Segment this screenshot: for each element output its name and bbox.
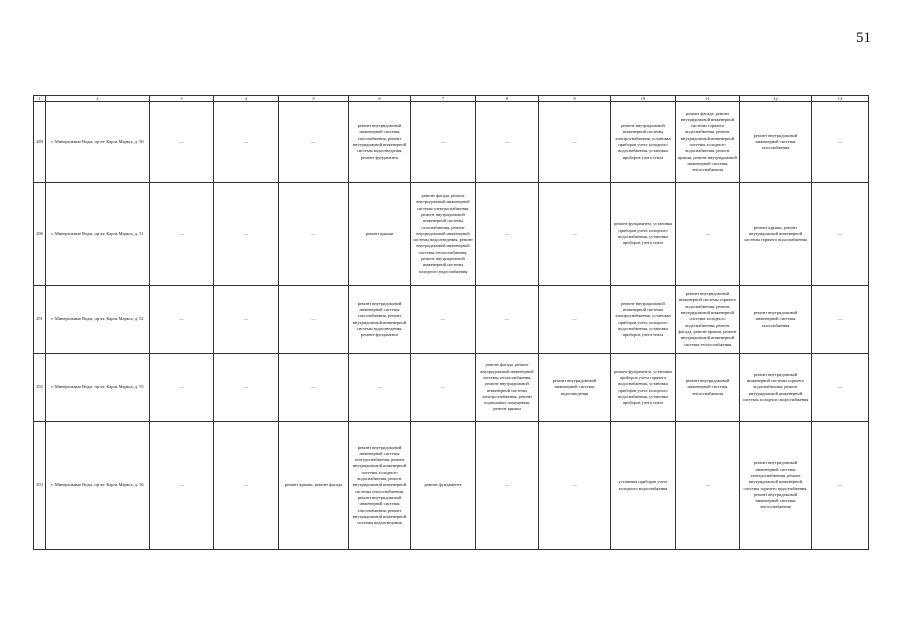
column-header: 3 (150, 96, 214, 102)
row-number: 292 (34, 354, 46, 422)
works-cell: — (676, 422, 740, 550)
repair-schedule-table (33, 95, 869, 550)
column-header: 12 (740, 96, 812, 102)
column-header: 1 (34, 96, 46, 102)
works-cell: ремонт внутридомовой инженерной системы горячего водоснабжения, ремонт внутридомовой инженерной системы холодного водоснабжения (740, 354, 812, 422)
works-cell: ремонт внутридомовой инженерной системы электроснабжения, ремонт внутридомовой инженерной системы холодного водоснабжения, ремонт внутридомовой инженерной системы теплоснабжения, ремонт внутридомовой инженерной системы газоснабжения, ремонт внутридомовой инженерной системы водоотведения (349, 422, 411, 550)
works-cell: ремонт внутридомовой инженерной системы газоснабжения, ремонт внутридомовой инженерной системы водоотведения, ремонт фундамента (349, 102, 411, 183)
address-cell: г. Минеральные Воды, пр-кт. Карла Маркса, д. 51 (46, 183, 150, 286)
column-header: 13 (812, 96, 869, 102)
works-cell: ремонт внутридомовой инженерной системы теплоснабжения (676, 354, 740, 422)
works-cell: ремонт внутридомовой инженерной системы горячего водоснабжения, ремонт внутридомовой инженерной системы холодного водоснабжения, ремонт фасада, ремонт крыши, ремонт внутридомовой инженерной системы теплоснабжения (676, 286, 740, 354)
works-cell: ремонт фундамента, установка приборов учета горячего водоснабжения, установка приборов учета холодного водоснабжения, установка приборов учета тепла (611, 354, 676, 422)
row-number: 291 (34, 286, 46, 354)
works-cell: ремонт внутридомовой инженерной системы водоотведения (539, 354, 611, 422)
works-cell: ремонт фасада, ремонт внутридомовой инженерной системы теплоснабжения, ремонт внутридомовой инженерной системы электроснабжения, ремонт подвальных помещения, ремонт крыши (476, 354, 539, 422)
works-cell: — (214, 422, 279, 550)
works-cell: — (214, 354, 279, 422)
row-number: 289 (34, 102, 46, 183)
works-cell: установка приборов учета холодного водоснабжения (611, 422, 676, 550)
works-cell: ремонт фасада, ремонт внутридомовой инженерной системы горячего водоснабжения, ремонт внутридомовой инженерной системы холодного водоснабжения, ремонт крыши, ремонт внутридомовой инженерной системы теплоснабжения (676, 102, 740, 183)
address-cell: г. Минеральные Воды, пр-кт. Карла Маркса, д. 50 (46, 102, 150, 183)
works-cell: ремонт внутридомовой инженерной системы газоснабжения (740, 286, 812, 354)
works-cell: — (476, 183, 539, 286)
works-cell: ремонт фундамента (411, 422, 476, 550)
works-cell: — (812, 354, 869, 422)
works-cell: — (411, 354, 476, 422)
works-cell: ремонт внутридомовой инженерной системы электроснабжения, установка приборов учета холодного водоснабжения, установка приборов учета тепла (611, 286, 676, 354)
address-cell: г. Минеральные Воды, пр-кт. Карла Маркса, д. 56 (46, 422, 150, 550)
works-cell: — (812, 286, 869, 354)
works-cell: — (411, 286, 476, 354)
works-cell: — (539, 286, 611, 354)
column-header: 10 (611, 96, 676, 102)
works-cell: — (214, 286, 279, 354)
works-cell: ремонт крыши, ремонт фасада (279, 422, 349, 550)
column-header: 9 (539, 96, 611, 102)
works-cell: — (812, 422, 869, 550)
column-header: 7 (411, 96, 476, 102)
works-cell: — (476, 422, 539, 550)
works-cell: ремонт внутридомовой инженерной системы электроснабжения, установка приборов учета холодного водоснабжения, установка приборов учета тепла (611, 102, 676, 183)
page-number: 51 (856, 30, 871, 46)
works-cell: — (539, 422, 611, 550)
table-row (34, 286, 869, 354)
works-cell: ремонт крыши (349, 183, 411, 286)
works-cell: — (539, 102, 611, 183)
works-cell: ремонт внутридомовой инженерной системы газоснабжения (740, 102, 812, 183)
table-row (34, 354, 869, 422)
column-header: 5 (279, 96, 349, 102)
works-cell: — (150, 183, 214, 286)
table-row (34, 183, 869, 286)
works-cell: ремонт внутридомовой инженерной системы газоснабжения, ремонт внутридомовой инженерной системы водоотведения, ремонт фундамента (349, 286, 411, 354)
works-cell: — (150, 102, 214, 183)
works-cell: ремонт крыши, ремонт внутридомовой инженерной системы горячего водоснабжения (740, 183, 812, 286)
address-cell: г. Минеральные Воды, пр-кт. Карла Маркса, д. 52 (46, 286, 150, 354)
column-header: 11 (676, 96, 740, 102)
works-cell: — (279, 102, 349, 183)
works-cell: — (349, 354, 411, 422)
works-cell: — (150, 286, 214, 354)
works-cell: — (214, 183, 279, 286)
works-cell: — (279, 286, 349, 354)
works-cell: — (676, 183, 740, 286)
row-number: 290 (34, 183, 46, 286)
column-header: 2 (46, 96, 150, 102)
row-number: 293 (34, 422, 46, 550)
works-cell: — (411, 102, 476, 183)
works-cell: — (279, 354, 349, 422)
works-cell: — (150, 354, 214, 422)
works-cell: — (150, 422, 214, 550)
works-cell: — (214, 102, 279, 183)
address-cell: г. Минеральные Воды, пр-кт. Карла Маркса, д. 55 (46, 354, 150, 422)
works-cell: — (539, 183, 611, 286)
works-cell: — (812, 102, 869, 183)
table-row (34, 102, 869, 183)
works-cell: — (279, 183, 349, 286)
works-cell: — (812, 183, 869, 286)
column-header: 8 (476, 96, 539, 102)
works-cell: ремонт внутридомовой инженерной системы электроснабжения, ремонт внутридомовой инженерной системы горячего водоснабжения, ремонт внутридомовой инженерной системы теплоснабжения (740, 422, 812, 550)
column-header: 4 (214, 96, 279, 102)
works-cell: — (476, 286, 539, 354)
works-cell: — (476, 102, 539, 183)
column-header: 6 (349, 96, 411, 102)
table-row (34, 422, 869, 550)
works-cell: ремонт фундамента, установка приборов учета холодного водоснабжения, установка приборов учета тепла (611, 183, 676, 286)
works-cell: ремонт фасада, ремонт внутридомовой инженерной системы электроснабжения, ремонт внутридомовой инженерной системы газоснабжения, ремонт внутридомовой инженерной системы водоотведения, ремонт внутридомовой инженерной системы теплоснабжения, ремонт внутридомовой инженерной системы холодного водоснабжения (411, 183, 476, 286)
